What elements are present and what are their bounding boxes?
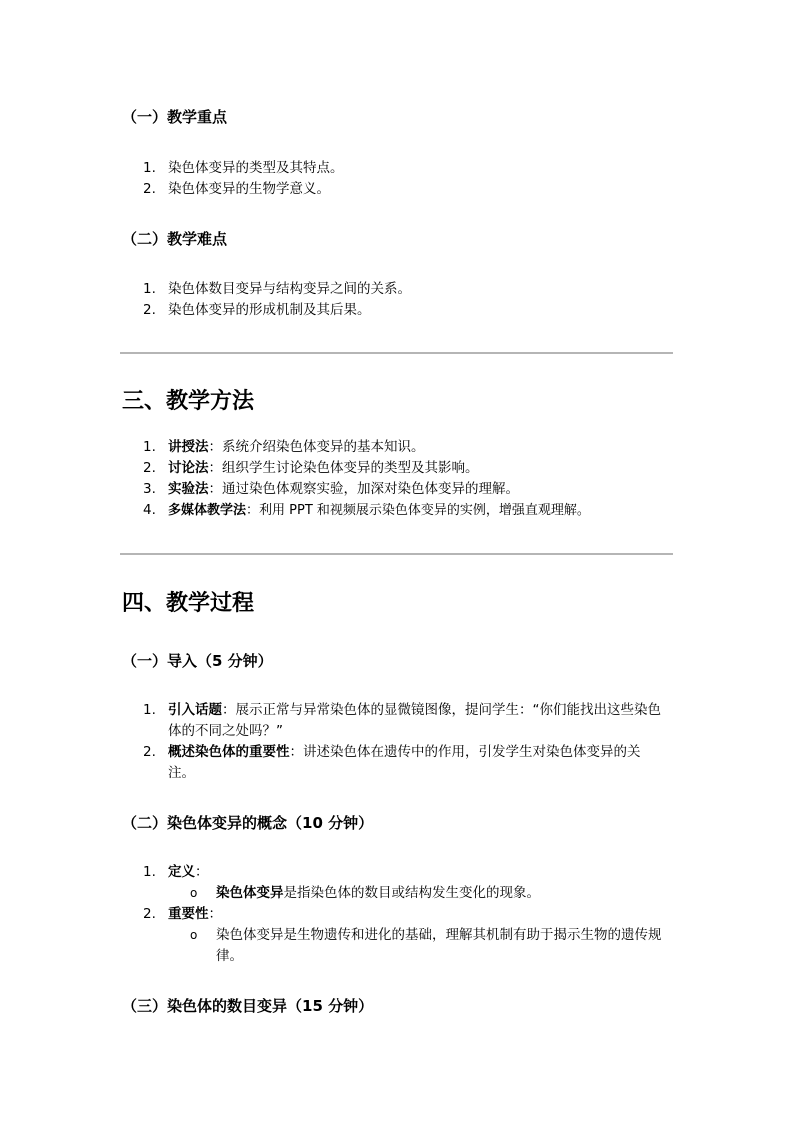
bullet-icon: o xyxy=(190,928,198,942)
heading-number-variation: （三）染色体的数目变异（15 分钟） xyxy=(122,997,374,1015)
heading-teaching-difficulty: （二）教学难点 xyxy=(122,230,228,248)
heading-introduction: （一）导入（5 分钟） xyxy=(122,652,273,670)
divider xyxy=(120,553,673,555)
bullet-icon: o xyxy=(190,886,198,900)
divider xyxy=(120,352,673,354)
heading-teaching-process: 四、教学过程 xyxy=(122,591,255,616)
heading-teaching-methods: 三、教学方法 xyxy=(122,389,255,414)
heading-teaching-focus: （一）教学重点 xyxy=(122,108,228,126)
heading-concept: （二）染色体变异的概念（10 分钟） xyxy=(122,814,374,832)
document-page: （一）教学重点 1. 染色体变异的类型及其特点。 2. 染色体变异的生物学意义。 （二）教学难点 1. 染色体数目变异与结构变异之间的关系。 2. 染色体变异的形成机制及其后果。 三、教学方法 1. 讲授法：系统介绍染色体变异的基本知识。 2. 讨论法：组织学生讨论染色体变异的类型及其影响。 3. 实验法：通过染色体观察实验，加深对染色体变异的理解。 4. 多媒体教学法：利用 PPT 和视频展示染色体变异的实例，增强直观理解。 四、教学过程 （一）导入（5 分钟） 1. 引入话题：展示正常与异常染色体的显微镜图像，提问学生：“你们能找出这些染色体的不同之处吗？” 2. 概述染色体的重要性：讲述染色体在遗传中的作用，引发学生对染色体变异的关注。 （二）染色体变异的概念（10 分钟） 1. 定义： o 染色体变异是指染色体的数目或结构发生变化的现象。 2. 重要性： o 染色体变异是生物遗传和进化的基础，理解其机制有助于揭示生物的遗传规律。 （三）染色体的数目变异（15 分钟） xyxy=(0,0,794,1123)
